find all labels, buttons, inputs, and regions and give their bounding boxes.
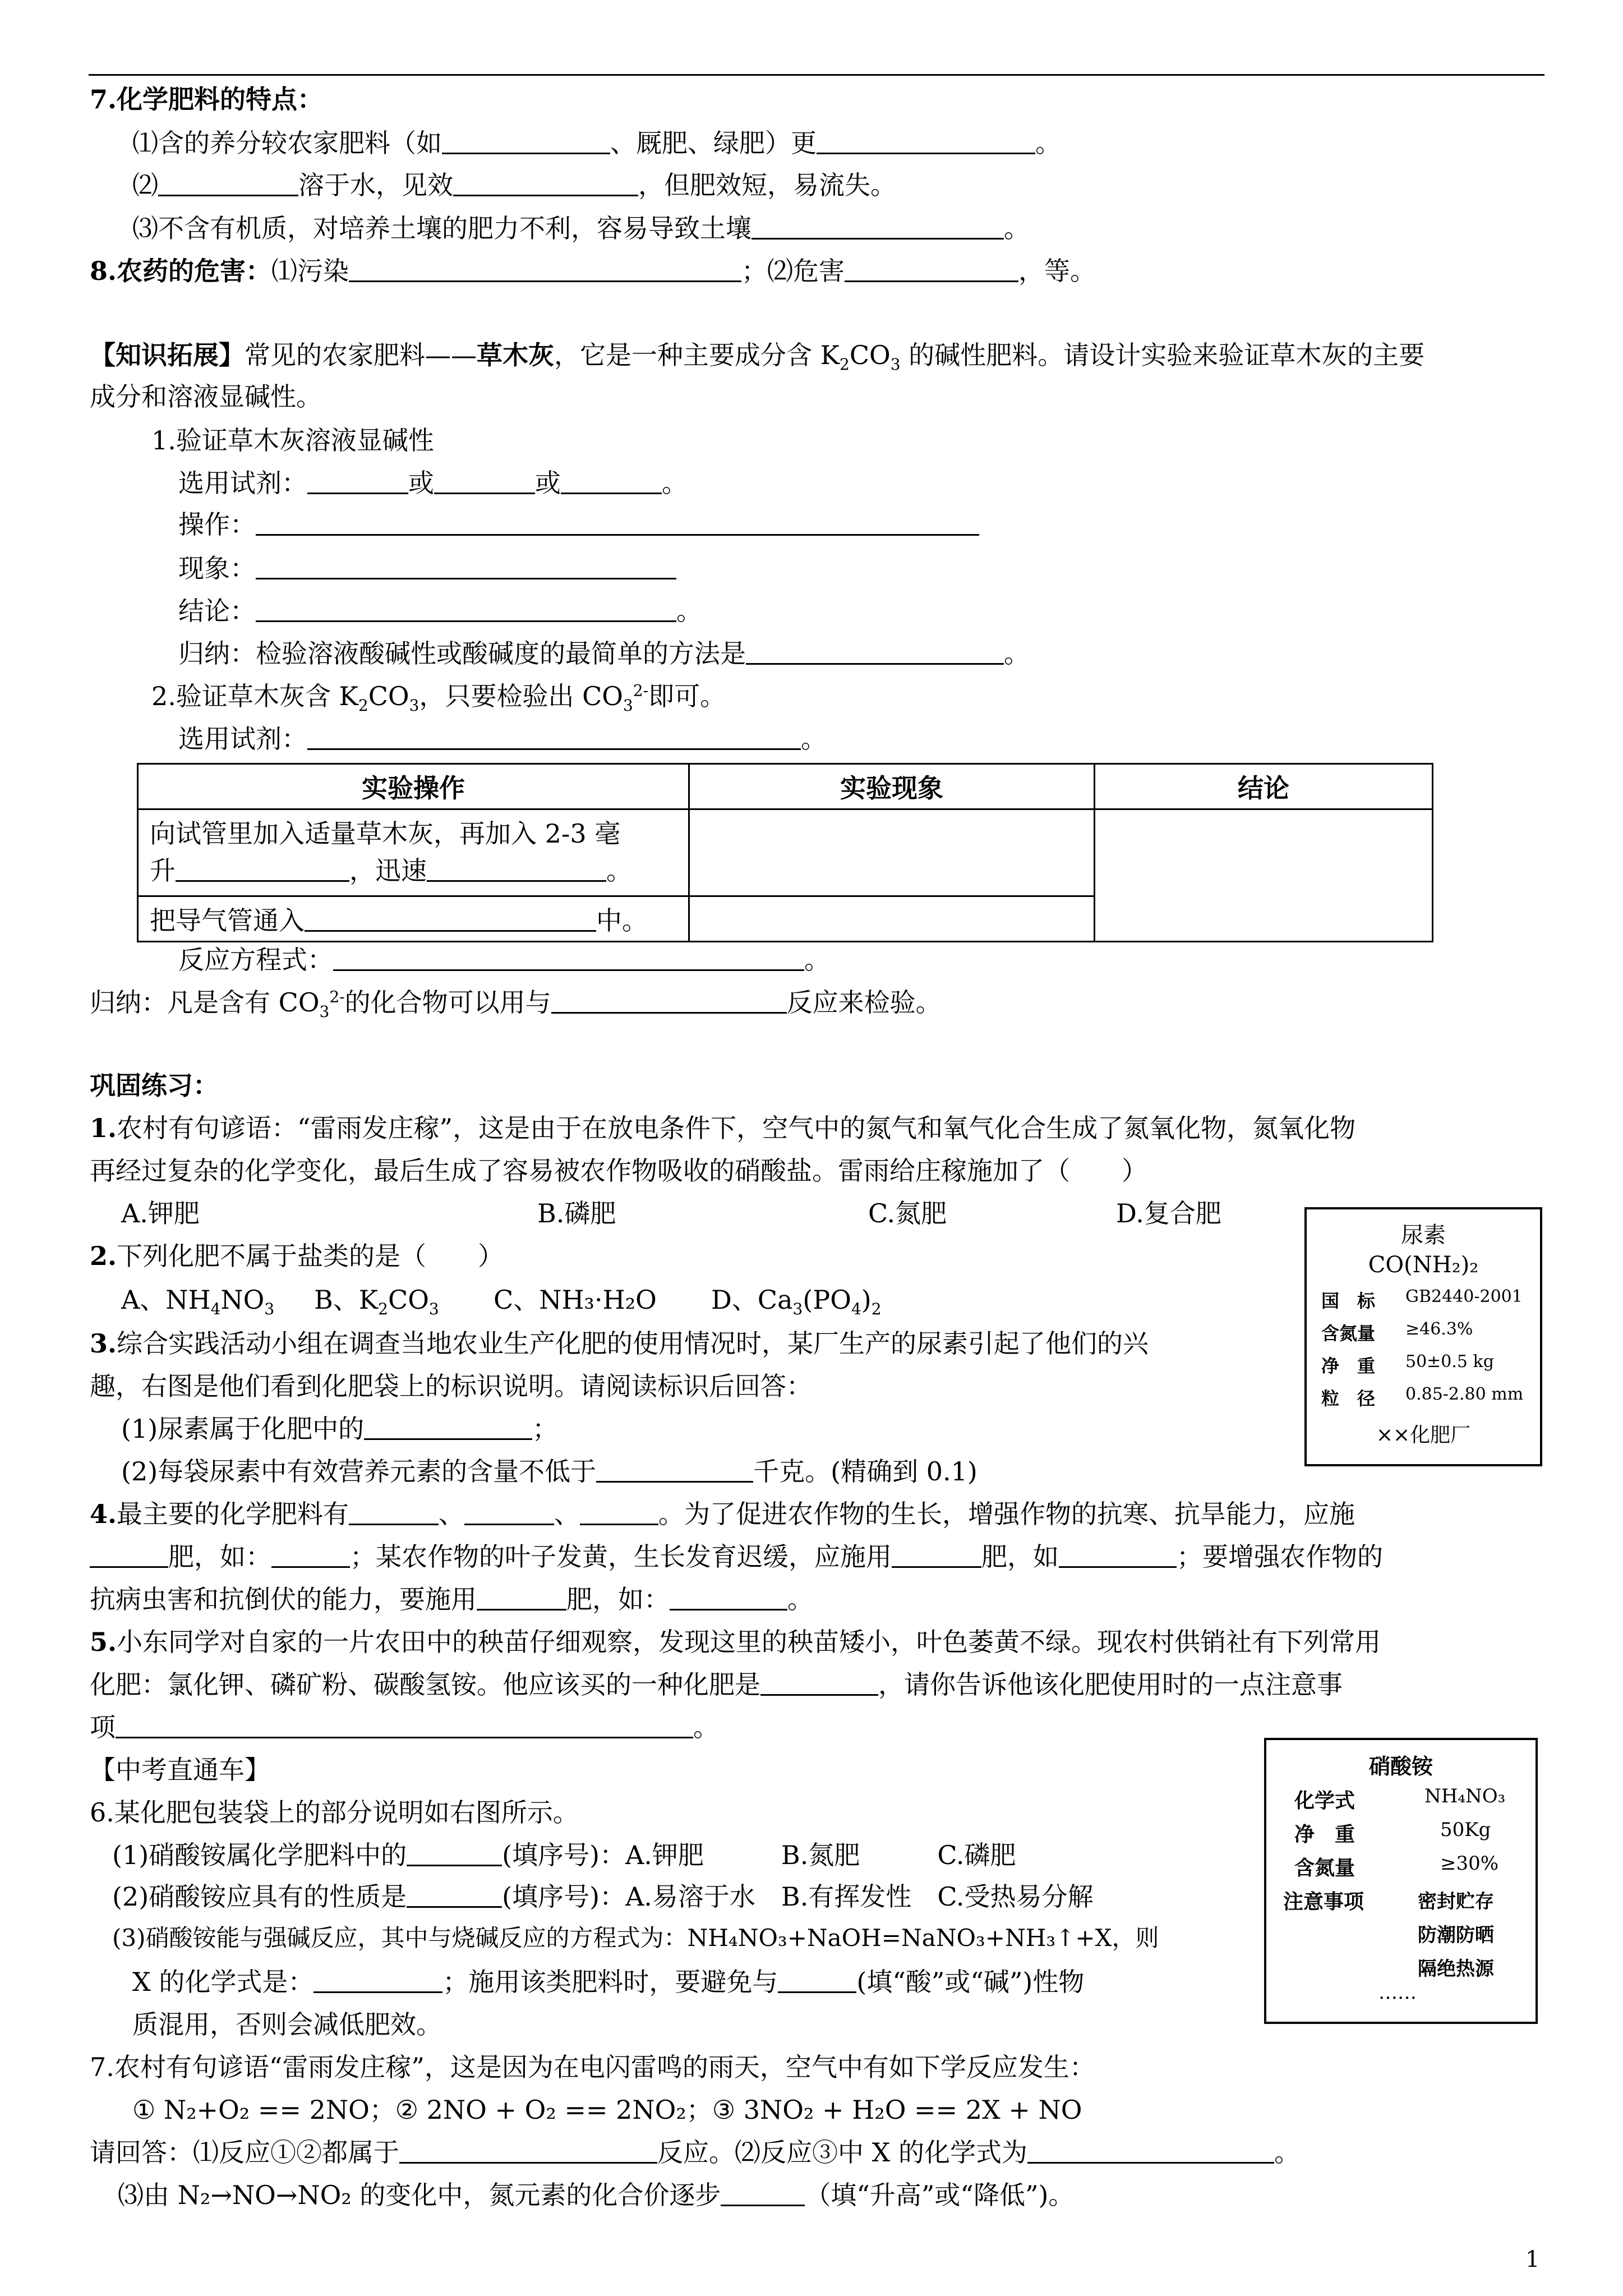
q1-option-a: A.钾肥 [121,1198,200,1228]
q1-line1: 1.农村有句谚语：“雷雨发庄稼”，这是由于在放电条件下，空气中的氮气和氧气化合生成了氮氧化物，氮氧化物 [90,1113,1356,1143]
q5-line1: 5.小东同学对自家的一片农田中的秧苗仔细观察，发现这里的秧苗矮小，叶色萎黄不绿。现农村供销社有下列常用 [90,1627,1381,1657]
ext-intro: 【知识拓展】常见的农家肥料——草木灰，它是一种主要成分含 $K_2CO_3$ 的碱性肥料。请设计实验来验证草木灰的主要 [90,340,1425,374]
table-cell: 向试管里加入适量草木灰，再加入 2-3 毫 升 ，迅速 。 [138,809,689,896]
page-number: 1 [1525,2247,1540,2272]
table-cell: 把导气管通入 中。 [138,896,689,942]
table-header: 实验操作 [138,764,689,809]
q2-line: 2.下列化肥不属于盐类的是（ ） [90,1241,504,1271]
q3-sub1: (1)尿素属于化肥中的 ； [121,1414,559,1444]
q7-sub3: ⑶由 N₂→NO→NO₂ 的变化中，氮元素的化合价逐步 （填“升高”或“降低”)。 [118,2180,1075,2210]
urea-label-maker: ××化肥厂 [1376,1424,1471,1447]
q5-line3: 项 。 [90,1712,719,1742]
ext-reagent: 选用试剂： 或 或 。 [178,468,688,498]
q3-line1: 3.综合实践活动小组在调查当地农业生产化肥的使用情况时，某厂生产的尿素引起了他们的兴 [90,1328,1149,1359]
q7-line: 7.农村有句谚语“雷雨发庄稼”，这是因为在电闪雷鸣的雨天，空气中有如下学反应发生： [90,2052,1095,2082]
ext-equation: 反应方程式： 。 [178,945,830,975]
q6-sub3: (3)硝酸铵能与强碱反应，其中与烧碱反应的方程式为：NH₄NO₃+NaOH=NaNO₃+NH₃↑+X，则 [112,1924,1159,1952]
ext-intro-line2: 成分和溶液显碱性。 [90,381,322,412]
urea-row-key: 粒 径 [1321,1388,1376,1409]
ext-part2: 2.验证草木灰含 $K_2CO_3$，只要检验出 $CO_3^{2-}$即可。 [151,681,726,715]
table-cell [1095,809,1433,942]
ext-summary: 归纳：检验溶液酸碱性或酸碱度的最简单的方法是 。 [178,638,1030,669]
ext-operation: 操作： [178,510,979,539]
urea-row-key: 国 标 [1321,1290,1376,1312]
urea-row-value: 0.85-2.80 mm [1405,1384,1524,1404]
urea-label-formula: CO(NH₂)₂ [1368,1252,1479,1278]
q5-line2: 化肥：氯化钾、磷矿粉、碳酸氢铵。他应该买的一种化肥是 ，请你告诉他该化肥使用时的一点注意事 [90,1669,1343,1700]
ext-phenomenon: 现象： [178,554,676,583]
q2-option-c: C、NH₃·H₂O [494,1285,657,1315]
q6-sub3-line3: 质混用，否则会减低肥效。 [132,2009,442,2040]
s7-line3: ⑶不含有机质，对培养土壤的肥力不利，容易导致土壤 。 [132,213,1030,243]
q6-line: 6.某化肥包装袋上的部分说明如右图所示。 [90,1797,579,1828]
nh4no3-label-box [1264,1738,1538,2024]
table-cell [689,809,1095,896]
table-header: 实验现象 [689,764,1095,809]
nh4no3-row-key: 注意事项 [1283,1890,1364,1913]
section-8: 8.农药的危害：⑴污染 ；⑵危害 ，等。 [90,256,1096,286]
nh4no3-row-key: 含氮量 [1294,1856,1355,1880]
s7-line1: ⑴含的养分较农家肥料（如 、厩肥、绿肥）更 。 [132,128,1061,158]
nh4no3-row-value: NH₄NO₃ [1424,1785,1506,1807]
q2-option-b: B、$K_2CO_3$ [314,1285,439,1319]
table-header: 结论 [1095,764,1433,809]
q7-equations: ① N₂+O₂ == 2NO；② 2NO + O₂ == 2NO₂；③ 3NO₂ + H₂O == 2X + NO [132,2095,1082,2125]
q6-sub1: (1)硝酸铵属化学肥料中的 (填序号)：A.钾肥 B.氮肥 C.磷肥 [112,1840,1016,1870]
urea-label-box [1304,1207,1542,1466]
exam-heading: 【中考直通车】 [90,1755,270,1785]
top-rule [89,74,1544,76]
nh4no3-row-key: 化学式 [1294,1789,1355,1812]
q4-line1: 4.最主要的化学肥料有 、 、 。为了促进农作物的生长，增强作物的抗寒、抗旱能力，应施 [90,1499,1355,1529]
practice-title: 巩固练习： [90,1070,219,1101]
q7-sub1: 请回答：⑴反应①②都属于 反应。⑵反应③中 X 的化学式为 。 [90,2137,1300,2168]
nh4no3-row-value: 密封贮存 [1418,1890,1494,1913]
nh4no3-row-value: 50Kg [1440,1819,1491,1841]
q2-option-d: D、$Ca_3(PO_4)_2$ [711,1285,882,1319]
s7-line2: ⑵ 溶于水，见效 ，但肥效短，易流失。 [132,170,896,200]
q6-sub2: (2)硝酸铵应具有的性质是 (填序号)：A.易溶于水 B.有挥发性 C.受热易分解 [112,1881,1094,1912]
ext-summary2: 归纳：凡是含有 $CO_3^{2-}$的化合物可以用与 反应来检验。 [90,987,942,1022]
urea-label-name: 尿素 [1401,1222,1446,1248]
experiment-table [137,763,1433,942]
urea-row-key: 含氮量 [1321,1323,1376,1344]
urea-row-value: ≥46.3% [1405,1319,1473,1339]
nh4no3-row-key: 净 重 [1294,1823,1355,1846]
q6-sub3-line2: X 的化学式是： ；施用该类肥料时，要避免与 (填“酸”或“碱”)性物 [132,1967,1085,1997]
urea-row-key: 净 重 [1321,1355,1376,1377]
q3-sub2: (2)每袋尿素中有效营养元素的含量不低于 千克。(精确到 0.1) [121,1456,978,1487]
ext-part1: 1.验证草木灰溶液显碱性 [151,425,434,455]
nh4no3-label-name: 硝酸铵 [1368,1754,1433,1779]
q3-line2: 趣，右图是他们看到化肥袋上的标识说明。请阅读标识后回答： [90,1371,812,1401]
q1-line2: 再经过复杂的化学变化，最后生成了容易被农作物吸收的硝酸盐。雷雨给庄稼施加了（ ） [90,1156,1147,1186]
table-cell [689,896,1095,942]
section-7-title: 7.化学肥料的特点： [90,84,324,114]
urea-row-value: GB2440-2001 [1405,1287,1523,1306]
nh4no3-note: 隔绝热源 [1418,1958,1494,1980]
q4-line2: 肥，如： ；某农作物的叶子发黄，生长发育迟缓，应施用 肥，如 ；要增强农作物的 [90,1543,1383,1571]
ext-conclusion: 结论： 。 [178,596,702,626]
nh4no3-row-value: ≥30% [1440,1852,1499,1875]
q1-option-c: C.氮肥 [868,1198,947,1228]
urea-row-value: 50±0.5 kg [1405,1352,1494,1372]
nh4no3-ellipsis: …… [1378,1981,1417,2004]
q1-option-b: B.磷肥 [537,1198,616,1228]
nh4no3-note: 防潮防晒 [1418,1924,1494,1947]
q1-option-d: D.复合肥 [1116,1198,1221,1228]
q4-line3: 抗病虫害和抗倒伏的能力，要施用 肥，如： 。 [90,1584,813,1614]
q2-option-a: A、$NH_4NO_3$ [121,1285,275,1319]
ext-reagent2: 选用试剂： 。 [178,724,827,754]
